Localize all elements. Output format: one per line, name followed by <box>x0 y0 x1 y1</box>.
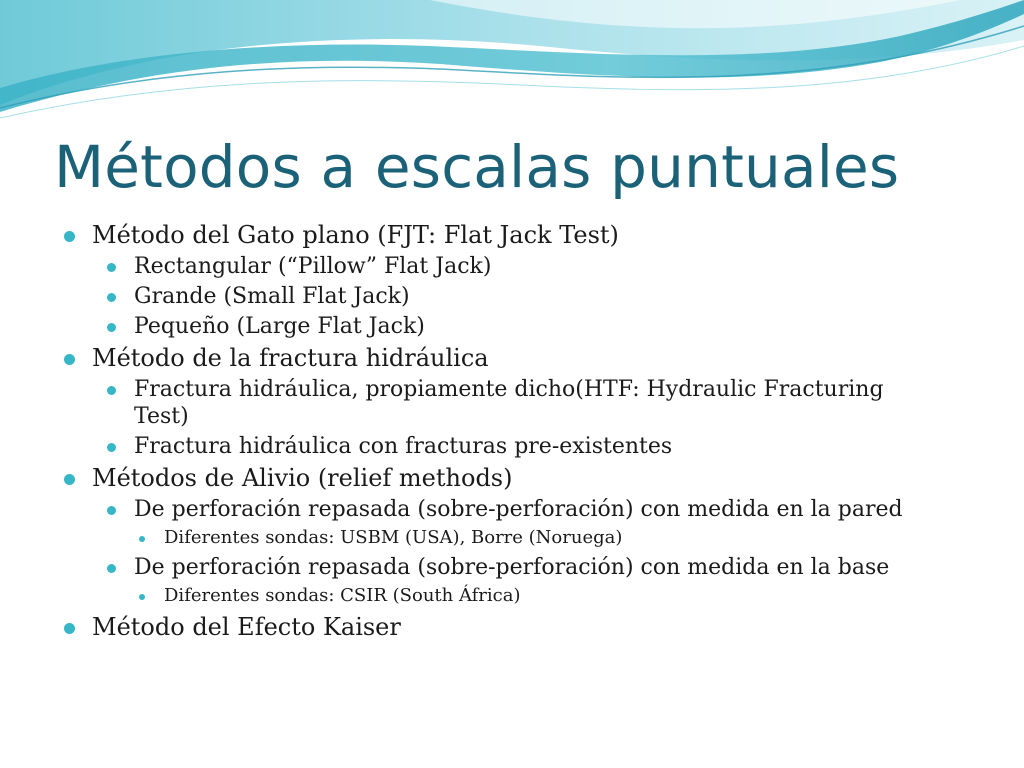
bullet-icon <box>64 354 75 365</box>
list-item <box>62 612 942 642</box>
list-item-text: Grande (Small Flat Jack) <box>134 284 410 309</box>
list-item-text: Rectangular (“Pillow” Flat Jack) <box>134 254 492 279</box>
header-wave-decoration <box>0 0 1024 130</box>
list-item-text: De perforación repasada (sobre-perforación) con medida en la pared <box>134 497 903 522</box>
list-item-text: Fractura hidráulica con fracturas pre-existentes <box>134 434 673 459</box>
list-item <box>62 584 942 608</box>
bullet-icon <box>64 474 75 485</box>
bullet-icon <box>64 623 75 634</box>
list-item-text: Métodos de Alivio (relief methods) <box>92 464 513 492</box>
list-item <box>62 463 942 493</box>
list-item <box>62 343 942 373</box>
list-item <box>62 496 942 523</box>
list-item <box>62 253 942 280</box>
list-item <box>62 220 942 250</box>
list-item <box>62 554 942 581</box>
list-item <box>62 283 942 310</box>
list-item-text: De perforación repasada (sobre-perforación) con medida en la base <box>134 555 890 580</box>
bullet-list <box>62 218 942 644</box>
list-item <box>62 376 942 430</box>
list-item-text: Método del Efecto Kaiser <box>92 613 401 641</box>
bullet-icon <box>107 293 116 302</box>
bullet-icon <box>107 386 116 395</box>
bullet-icon <box>107 263 116 272</box>
slide-title: Métodos a escalas puntuales <box>54 133 900 201</box>
list-item <box>62 433 942 460</box>
list-item-text: Método del Gato plano (FJT: Flat Jack Test) <box>92 221 619 249</box>
list-item-text: Método de la fractura hidráulica <box>92 344 489 372</box>
list-item-text: Diferentes sondas: CSIR (South África) <box>164 585 521 606</box>
list-item <box>62 526 942 550</box>
bullet-icon <box>139 536 145 542</box>
bullet-icon <box>64 231 75 242</box>
bullet-icon <box>107 443 116 452</box>
list-item <box>62 313 942 340</box>
list-item-text: Pequeño (Large Flat Jack) <box>134 314 425 339</box>
bullet-icon <box>139 594 145 600</box>
list-item-text: Fractura hidráulica, propiamente dicho(HTF: Hydraulic Fracturing Test) <box>134 377 884 429</box>
bullet-icon <box>107 323 116 332</box>
list-item-text: Diferentes sondas: USBM (USA), Borre (Noruega) <box>164 527 623 548</box>
bullet-icon <box>107 506 116 515</box>
bullet-icon <box>107 564 116 573</box>
